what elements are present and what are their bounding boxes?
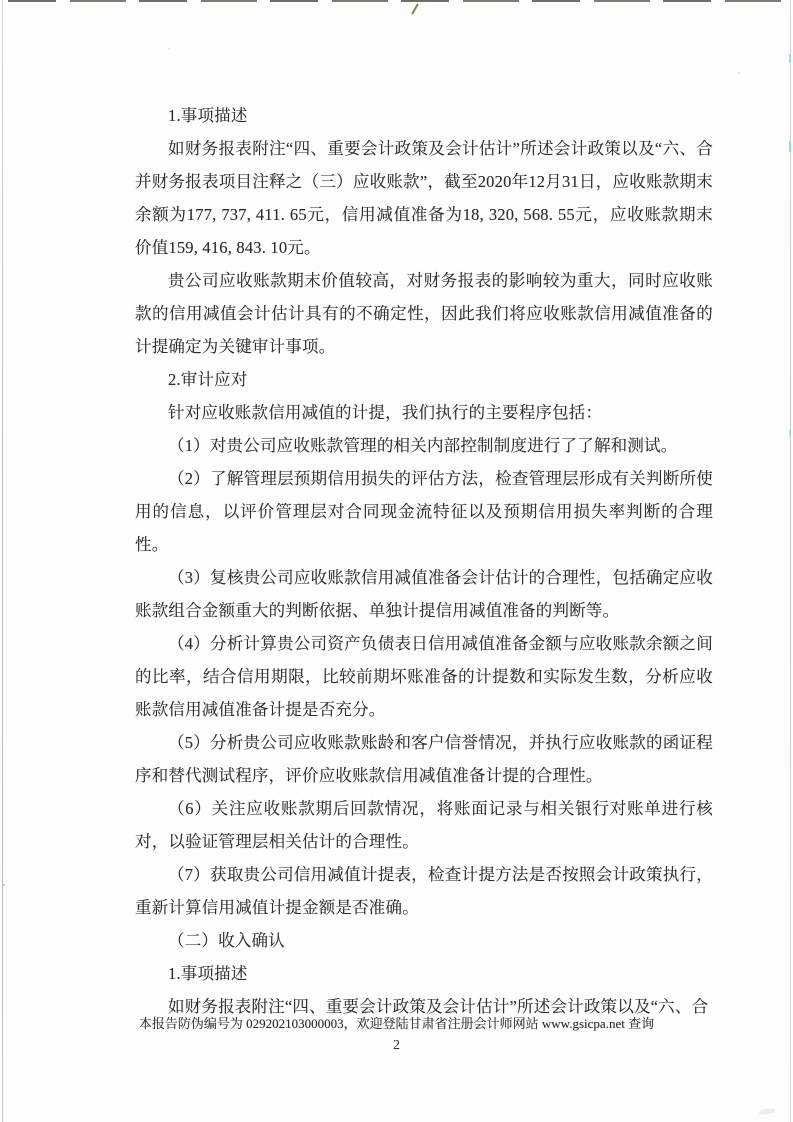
paragraph: 1.事项描述: [168, 964, 248, 983]
paragraph: 针对应收账款信用减值的计提，我们执行的主要程序包括：: [168, 403, 603, 422]
scan-speck: [168, 48, 170, 50]
paragraph: （7）获取贵公司信用减值计提表，检查计提方法是否按照会计政策执行，重新计算信用减值计提金额是否准确。: [135, 865, 713, 917]
report-body-text: [135, 99, 713, 1023]
page-number: 2: [393, 1038, 400, 1053]
scan-speck: [3, 884, 5, 886]
scan-mark-slash: [411, 3, 419, 14]
scan-speck: [738, 72, 740, 74]
scan-artifact-cyan-dash: [789, 141, 791, 152]
paragraph: （二）收入确认: [168, 931, 285, 950]
scan-edge-top: [8, 0, 788, 2]
scan-corner-smudge: [759, 1108, 776, 1115]
paragraph: 如财务报表附注“四、重要会计政策及会计估计”所述会计政策以及“六、合: [168, 997, 709, 1016]
paragraph: 如财务报表附注“四、重要会计政策及会计估计”所述会计政策以及“六、合并财务报表项目注释之（三）应收账款”，截至2020年12月31日，应收账款期末余额为177, 737, 411. 65元，信用减值准备为18, 320, 568. 55元，应收账款期末价值159, 416, 843. 10元。: [135, 139, 713, 257]
scan-artifact-cyan-dash: [789, 430, 791, 437]
anti-counterfeit-note: 本报告防伪编号为 029202103000003，欢迎登陆甘肃省注册会计师网站 www.gsicpa.net 查询: [138, 1016, 655, 1031]
paragraph: 1.事项描述: [168, 106, 248, 125]
paragraph: 贵公司应收账款期末价值较高，对财务报表的影响较为重大，同时应收账款的信用减值会计估计具有的不确定性，因此我们将应收账款信用减值准备的计提确定为关键审计事项。: [135, 271, 713, 356]
paragraph: （4）分析计算贵公司资产负债表日信用减值准备金额与应收账款余额之间的比率，结合信用期限，比较前期坏账准备的计提数和实际发生数，分析应收账款信用减值准备计提是否充分。: [135, 634, 713, 719]
paragraph: （2）了解管理层预期信用损失的评估方法，检查管理层形成有关判断所使用的信息，以评价管理层对合同现金流特征以及预期信用损失率判断的合理性。: [135, 469, 713, 554]
paragraph: 2.审计应对: [168, 370, 248, 389]
paragraph: （3）复核贵公司应收账款信用减值准备会计估计的合理性，包括确定应收账款组合金额重大的判断依据、单独计提信用减值准备的判断等。: [135, 568, 713, 620]
paragraph: （5）分析贵公司应收账款账龄和客户信誉情况，并执行应收账款的函证程序和替代测试程序，评价应收账款信用减值准备计提的合理性。: [135, 733, 713, 785]
paragraph: （6）关注应收账款期后回款情况，将账面记录与相关银行对账单进行核对，以验证管理层相关估计的合理性。: [135, 799, 713, 851]
scan-artifact-cyan-dash: [789, 54, 791, 63]
paragraph: （1）对贵公司应收账款管理的相关内部控制制度进行了了解和测试。: [168, 436, 678, 455]
scan-edge-right: [790, 0, 791, 1122]
scan-edge-left: [2, 0, 3, 1122]
